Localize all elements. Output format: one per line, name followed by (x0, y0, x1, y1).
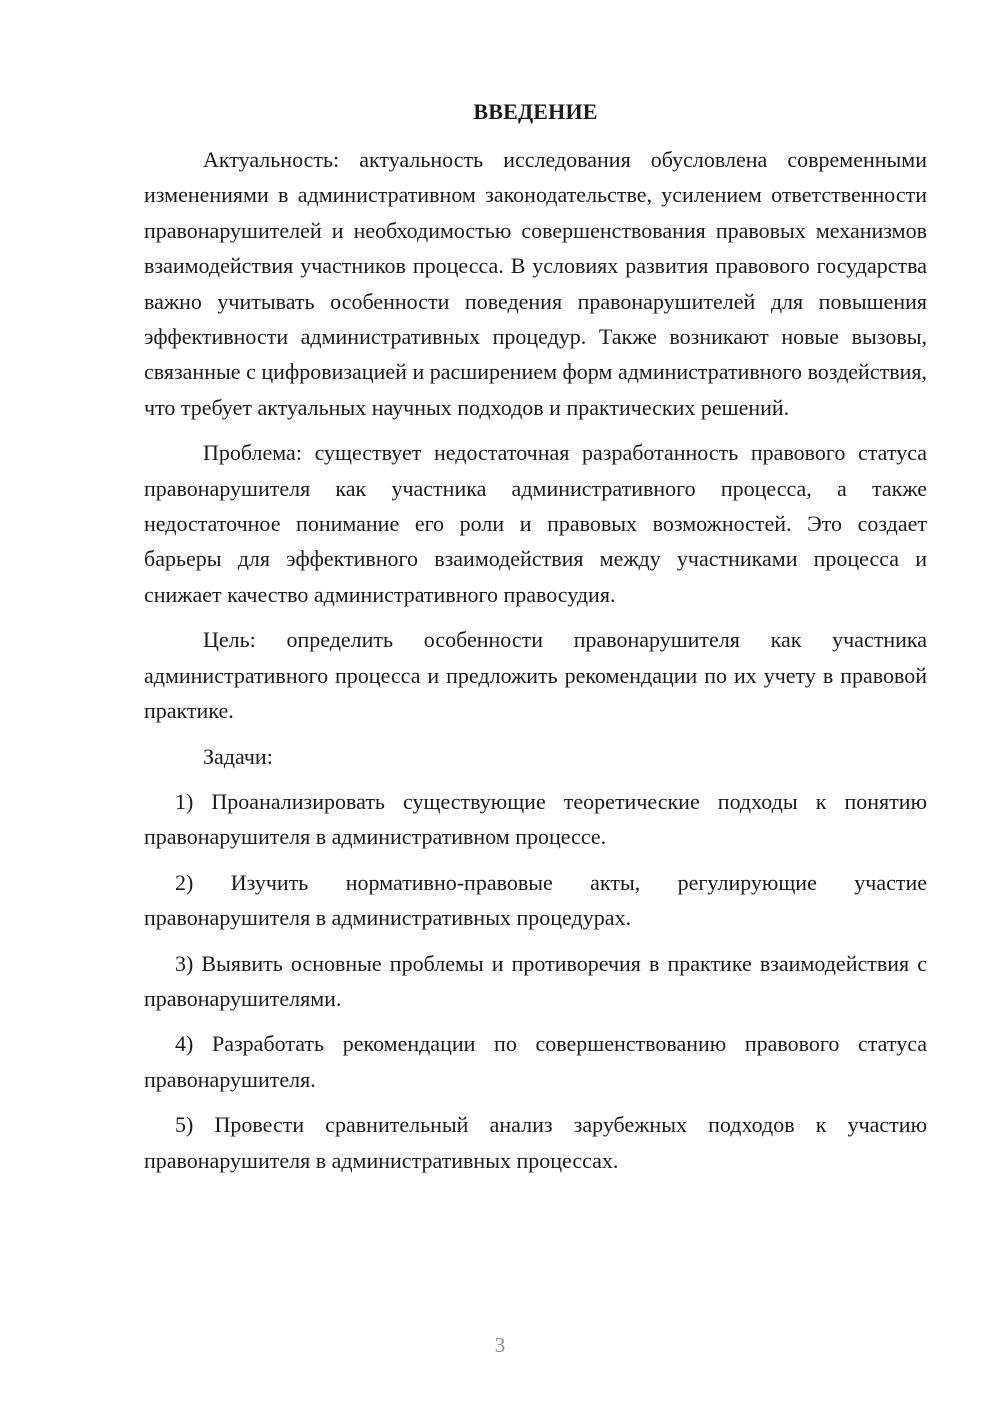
paragraph-relevance: Актуальность: актуальность исследования обусловлена современными изменениями в административном законодательстве, усилением ответственности правонарушителей и необходимостью совершенствования правовых механизмов взаимодействия участников процесса. В условиях развития правового государства важно учитывать особенности поведения правонарушителей для повышения эффективности административных процедур. Также возникают новые вызовы, связанные с цифровизацией и расширением форм административного воздействия, что требует актуальных научных подходов и практических решений. (144, 147, 927, 420)
task-item-2: 2) Изучить нормативно-правовые акты, регулирующие участие правонарушителя в административных процедурах. (144, 869, 927, 931)
paragraph-goal: Цель: определить особенности правонарушителя как участника административного процесса и предложить рекомендации по их учету в правовой практике. (144, 627, 927, 724)
page-title: ВВЕДЕНИЕ (473, 99, 598, 124)
page-number: 3 (494, 1333, 506, 1357)
task-item-3: 3) Выявить основные проблемы и противоречия в практике взаимодействия с правонарушителями. (144, 950, 927, 1011)
tasks-heading: Задачи: (203, 743, 273, 769)
paragraph-problem: Проблема: существует недостаточная разработанность правового статуса правонарушителя как участника административного процесса, а также недостаточное понимание его роли и правовых возможностей. Это создает барьеры для эффективного взаимодействия между участниками процесса и снижает качество административного правосудия. (144, 440, 927, 607)
page-content (144, 94, 927, 1188)
task-item-1: 1) Проанализировать существующие теоретические подходы к понятию правонарушителя в административном процессе. (144, 788, 927, 850)
task-item-4: 4) Разработать рекомендации по совершенствованию правового статуса правонарушителя. (144, 1031, 927, 1092)
task-item-5: 5) Провести сравнительный анализ зарубежных подходов к участию правонарушителя в административных процессах. (144, 1112, 927, 1173)
